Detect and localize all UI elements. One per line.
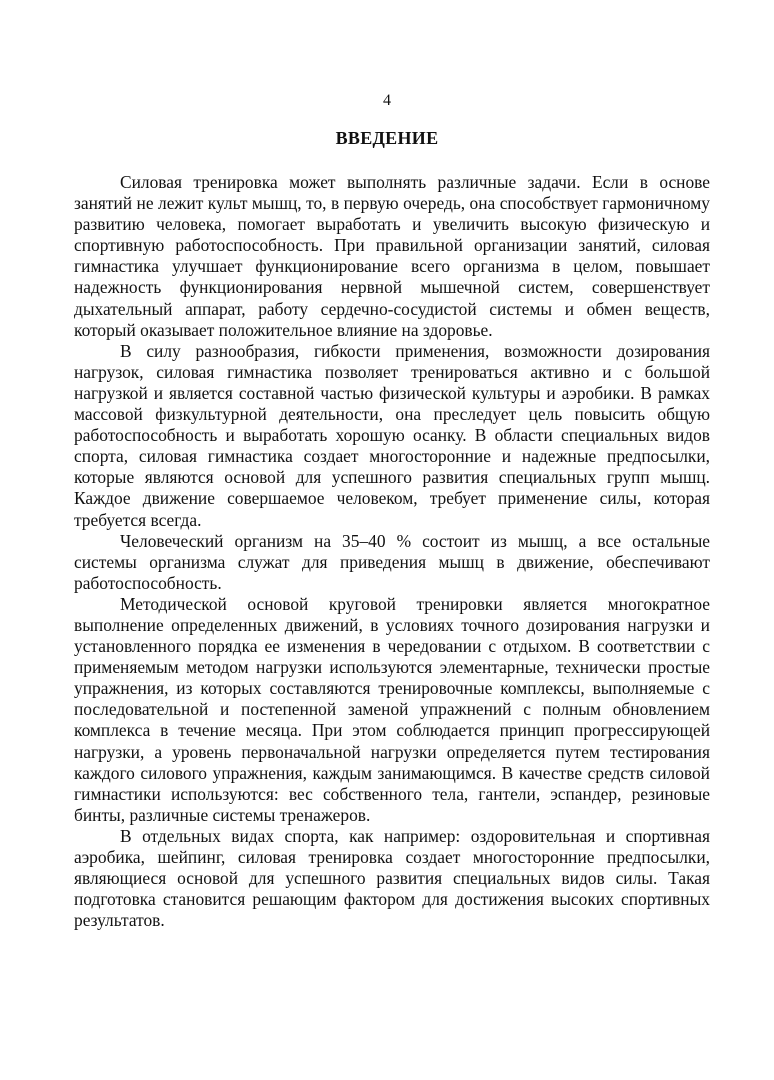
- paragraph-1: Силовая тренировка может выполнять различные задачи. Если в основе занятий не лежит культ мышц, то, в первую очередь, она способствует гармоничному развитию человека, помогает выработать и увеличить высокую физическую и спортивную работоспособность. При правильной организации занятий, силовая гимнастика улучшает функционирование всего организма в целом, повышает надежность функционирования нервной мышечной систем, совершенствует дыхательный аппарат, работу сердечно-сосудистой системы и обмен веществ, который оказывает положительное влияние на здоровье.: [74, 172, 710, 340]
- page-number: 4: [383, 92, 391, 109]
- paragraph-3: Человеческий организм на 35–40 % состоит из мышц, а все остальные системы организма служат для приведения мышц в движение, обеспечивают работоспособность.: [74, 530, 710, 593]
- paragraph-4: Методической основой круговой тренировки является многократное выполнение определенных движений, в условиях точного дозирования нагрузки и установленного порядка ее изменения в чередовании с отдыхом. В соответствии с применяемым методом нагрузки используются элементарные, технически простые упражнения, из которых составляются тренировочные комплексы, выполняемые с последовательной и постепенной заменой упражнений с полным обновлением комплекса в течение месяца. При этом соблюдается принцип прогрессирующей нагрузки, а уровень первоначальной нагрузки определяется путем тестирования каждого силового упражнения, каждым занимающимся. В качестве средств силовой гимнастики используются: вес собственного тела, гантели, эспандер, резиновые бинты, различные системы тренажеров.: [74, 593, 710, 825]
- paragraph-2: В силу разнообразия, гибкости применения, возможности дозирования нагрузок, силовая гимнастика позволяет тренироваться активно и с большой нагрузкой и является составной частью физической культуры и аэробики. В рамках массовой физкультурной деятельности, она преследует цель повысить общую работоспособность и выработать хорошую осанку. В области специальных видов спорта, силовая гимнастика создает многосторонние и надежные предпосылки, которые являются основой для успешного развития специальных групп мышц. Каждое движение совершаемое человеком, требует применение силы, которая требуется всегда.: [74, 340, 710, 530]
- body-text: [74, 172, 710, 931]
- page-title: ВВЕДЕНИЕ: [335, 128, 439, 148]
- paragraph-5: В отдельных видах спорта, как например: оздоровительная и спортивная аэробика, шейпинг, силовая тренировка создает многосторонние предпосылки, являющиеся основой для успешного развития специальных видов силы. Такая подготовка становится решающим фактором для достижения высоких спортивных результатов.: [74, 825, 710, 931]
